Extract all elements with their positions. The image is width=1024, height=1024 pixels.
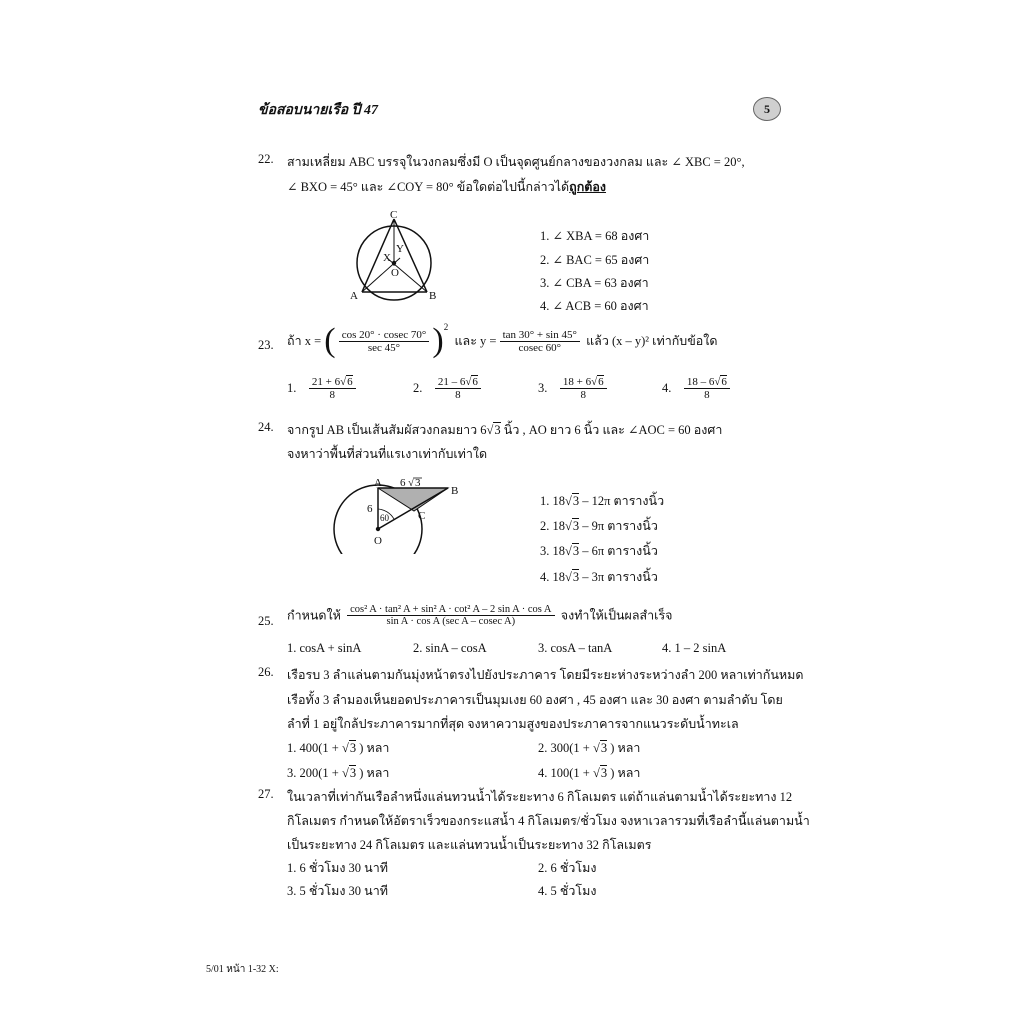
choice-pre: 1. 400(1 + [287,741,342,755]
choice-numerator: 21 – 6 [437,376,466,388]
question-25-pre: กำหนดให้ [287,608,341,623]
question-25-choice-1: 1. cosA + sinA [287,641,362,655]
choice-numerator: 21 + 6 [311,376,341,388]
choice-post: ) หลา [607,741,641,755]
q24-line1c: นิ้ว , AO ยาว 6 นิ้ว และ ∠AOC = 60 องศา [500,423,723,437]
sqrt-radicand: 6 [721,376,727,388]
question-27-choice-2: 2. 6 ชั่วโมง [538,861,597,875]
choice-fraction: $\frac{18 + 6√6}{8}$ [560,376,607,401]
question-23-pre: ถ้า x = [287,334,322,349]
choice-pre: 4. 18 [540,570,565,584]
question-23-y-fraction [500,329,580,354]
question-27-choice-3: 3. 5 ชั่วโมง 30 นาที [287,884,388,898]
question-23-post: แล้ว (x – y)² เท่ากับข้อใด [586,334,718,349]
question-26-choice-4: 4. 100(1 + √3 ) หลา [538,766,641,780]
question-26-choice-3: 3. 200(1 + √3 ) หลา [287,766,390,780]
sqrt-radicand: 6 [347,376,353,388]
q24-sqrt: 3 [494,423,501,437]
question-23-x-numerator: cos 20° · cosec 70° [339,329,430,342]
sqrt-radicand: 6 [598,376,604,388]
choice-post: ) หลา [356,741,390,755]
question-24-choice-3: 3. 18√3 – 6π ตารางนิ้ว [540,544,658,558]
question-25-fraction [347,604,554,627]
question-25-equation [287,604,673,627]
question-27-number: 27. [258,787,274,801]
question-22-choice-4: 4. ∠ ACB = 60 องศา [540,299,649,313]
question-23-power: 2 [443,322,449,332]
question-23-y-numerator: tan 30° + sin 45° [500,329,580,342]
question-27-text-line2: กิโลเมตร กำหนดให้อัตราเร็วของกระแสน้ำ 4 กิโลเมตร/ชั่วโมง จงหาเวลารวมที่เรือลำนี้แล่นตามน้ำ [287,814,810,828]
question-27-choice-1: 1. 6 ชั่วโมง 30 นาที [287,861,388,875]
question-23-x-denominator: sec 45° [367,341,401,354]
fig22-label-c: C [390,209,398,221]
choice-numerator: 18 – 6 [686,376,715,388]
question-27-text-line3: เป็นระยะทาง 24 กิโลเมตร และแล่นทวนน้ำเป็นระยะทาง 32 กิโลเมตร [287,838,652,852]
question-22-number: 22. [258,152,274,166]
question-25-numerator: cos² A · tan² A + sin² A · cot² A – 2 sin A · cos A [347,604,554,616]
question-23-mid: และ y = [454,334,497,349]
question-23-choice-1 [287,376,356,401]
question-27-text-line1: ในเวลาที่เท่ากันเรือลำหนึ่งแล่นทวนน้ำได้ระยะทาง 6 กิโลเมตร แต่ถ้าแล่นตามน้ำได้ระยะทาง 12 [287,790,793,804]
choice-pre: 2. 300(1 + [538,741,593,755]
sqrt-radicand: 3 [349,741,357,755]
choice-post: – 9π ตารางนิ้ว [579,519,658,533]
question-26-number: 26. [258,665,274,679]
sqrt-radicand: 3 [572,519,580,533]
question-25-post: จงทำให้เป็นผลสำเร็จ [560,608,673,623]
document-title: ข้อสอบนายเรือ ปี 47 [258,103,379,118]
fig22-label-x: X [383,252,391,264]
fig24-label-side: 6 [367,503,373,515]
page-footer: 5/01 หน้า 1-32 X: [206,964,279,975]
question-26-text-line1: เรือรบ 3 ลำแล่นตามกันมุ่งหน้าตรงไปยังประภาคาร โดยมีระยะห่างระหว่างลำ 200 หลาเท่ากันหมด [287,668,804,682]
sqrt-radicand: 3 [572,494,580,508]
question-23-x-fraction [339,329,430,354]
sqrt-radicand: 3 [572,544,580,558]
fig24-label-c: C [418,510,426,522]
question-23-equation: ถ้า x = ( $\frac{\cos 20^\circ \cdot cosec 70^\circ}{\sec 45^\circ}$ )$^2$ และ y = $\frac{\tan 30^\circ + \sin 45^\circ}{cosec 60^\circ}$ แล้ว (x – y)² เท่ากับข้อใด [287,322,718,360]
choice-label: 4. [662,381,672,395]
choice-denominator: 8 [455,389,461,401]
question-25-number: 25. [258,614,274,628]
question-26-choice-1: 1. 400(1 + √3 ) หลา [287,741,390,755]
question-22-text-line1: สามเหลี่ยม ABC บรรจุในวงกลมซึ่งมี O เป็นจุดศูนย์กลางของวงกลม และ ∠ XBC = 20°, [287,155,745,169]
question-24-text-line1: จากรูป AB เป็นเส้นสัมผัสวงกลมยาว 6√3 นิ้ว , AO ยาว 6 นิ้ว และ ∠AOC = 60 องศา [287,423,723,437]
fig24-label-6: 6 [400,477,406,489]
question-25-choice-4: 4. 1 – 2 sinA [662,641,727,655]
choice-fraction: $\frac{18 - 6√6}{8}$ [684,376,730,401]
question-22-figure [345,208,445,308]
choice-label: 1. [287,381,297,395]
question-22-text-line2 [287,177,606,197]
fig24-sqrt-sign: √ [408,477,415,489]
question-22-choice-3: 3. ∠ CBA = 63 องศา [540,276,649,290]
question-22-choice-2: 2. ∠ BAC = 65 องศา [540,253,650,267]
choice-pre: 3. 18 [540,544,565,558]
choice-denominator: 8 [329,389,335,401]
question-23-y-denominator: cosec 60° [518,341,562,354]
question-22-choice-1: 1. ∠ XBA = 68 องศา [540,229,650,243]
fig22-label-o: O [391,267,399,279]
question-23-choice-4 [662,376,730,401]
question-24-number: 24. [258,420,274,434]
fig22-label-a: A [350,290,358,302]
choice-fraction: $\frac{21 + 6√6}{8}$ [309,376,356,401]
question-26-text-line3: ลำที่ 1 อยู่ใกล้ประภาคารมากที่สุด จงหาความสูงของประภาคารจากแนวระดับน้ำทะเล [287,717,739,731]
question-23-choice-2 [413,376,481,401]
choice-fraction: $\frac{21 - 6√6}{8}$ [435,376,481,401]
question-25-choice-2: 2. sinA – cosA [413,641,487,655]
fig24-label-a: A [374,477,382,489]
choice-pre: 3. 200(1 + [287,766,342,780]
sqrt-radicand: 3 [349,766,357,780]
question-24-choice-2: 2. 18√3 – 9π ตารางนิ้ว [540,519,658,533]
choice-post: – 3π ตารางนิ้ว [579,570,658,584]
question-22-text-line2a: ∠ BXO = 45° และ ∠COY = 80° ข้อใดต่อไปนี้กล่าวได้ [287,180,570,194]
choice-post: ) หลา [607,766,641,780]
page-number-badge: 5 [753,97,781,121]
fig24-label-angle: 60 [380,513,389,523]
q24-line1a: จากรูป AB เป็นเส้นสัมผัสวงกลมยาว 6 [287,423,487,437]
fig24-label-o: O [374,535,382,547]
choice-denominator: 8 [704,389,710,401]
choice-pre: 1. 18 [540,494,565,508]
choice-pre: 2. 18 [540,519,565,533]
sqrt-radicand: 6 [472,376,478,388]
question-24-text-line2: จงหาว่าพื้นที่ส่วนที่แรเงาเท่ากับเท่าใด [287,447,488,461]
choice-label: 3. [538,381,548,395]
sqrt-radicand: 3 [572,570,580,584]
question-24-choice-4: 4. 18√3 – 3π ตารางนิ้ว [540,570,658,584]
question-22-emphasis: ถูกต้อง [569,180,607,194]
fig24-label-3: 3 [415,477,421,489]
question-23-number: 23. [258,338,274,352]
question-26-text-line2: เรือทั้ง 3 ลำมองเห็นยอดประภาคารเป็นมุมเงย 60 องศา , 45 องศา และ 30 องศา ตามลำดับ โดย [287,693,783,707]
sqrt-radicand: 3 [600,741,608,755]
question-23-choice-3 [538,376,607,401]
choice-post: – 6π ตารางนิ้ว [579,544,658,558]
question-27-choice-4: 4. 5 ชั่วโมง [538,884,597,898]
sqrt-radicand: 3 [600,766,608,780]
fig22-label-b: B [429,290,437,302]
question-24-figure [330,474,470,554]
choice-post: ) หลา [356,766,390,780]
fig24-label-b: B [451,485,459,497]
question-25-denominator: sin A · cos A (sec A – cosec A) [386,616,516,627]
choice-numerator: 18 + 6 [562,376,592,388]
question-24-choice-1: 1. 18√3 – 12π ตารางนิ้ว [540,494,665,508]
fig22-label-y: Y [396,243,404,255]
choice-post: – 12π ตารางนิ้ว [579,494,665,508]
question-25-choice-3: 3. cosA – tanA [538,641,613,655]
choice-denominator: 8 [580,389,586,401]
question-26-choice-2: 2. 300(1 + √3 ) หลา [538,741,641,755]
choice-pre: 4. 100(1 + [538,766,593,780]
choice-label: 2. [413,381,423,395]
